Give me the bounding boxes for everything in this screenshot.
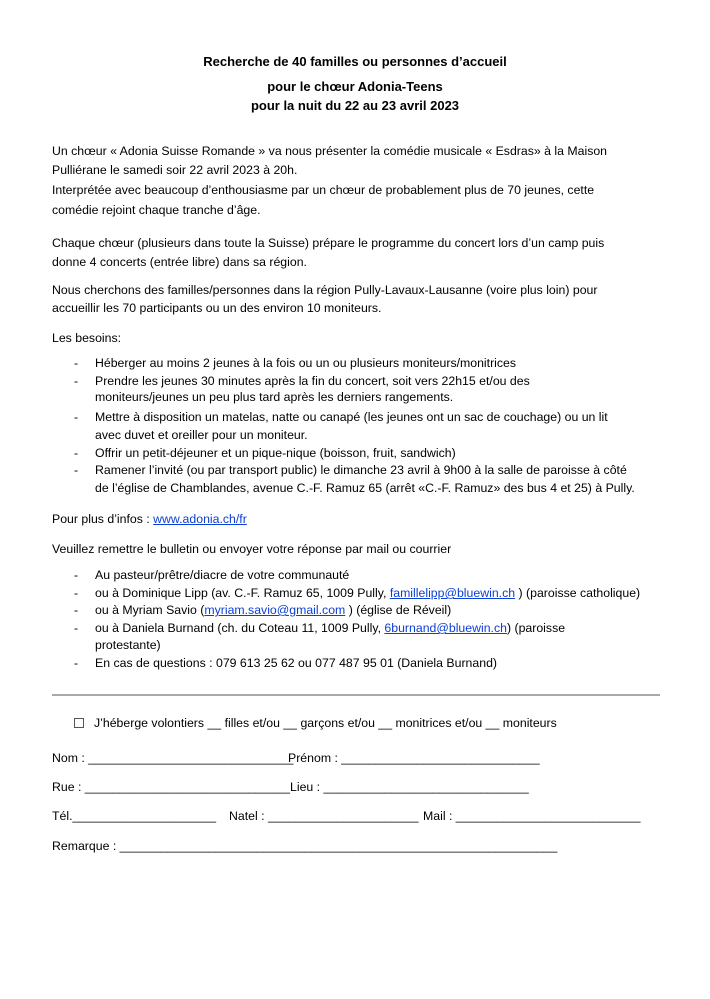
contact-item-4b: protestante) bbox=[95, 638, 161, 652]
remarque-field[interactable]: Remarque : ________________________________________________________________ bbox=[52, 839, 558, 853]
info-line bbox=[52, 509, 247, 529]
savio-email-link[interactable]: myriam.savio@gmail.com bbox=[204, 603, 346, 617]
title-line-3: pour la nuit du 22 au 23 avril 2023 bbox=[250, 98, 460, 113]
bullet-dash: - bbox=[74, 410, 79, 424]
intro-line-3: Interprétée avec beaucoup d’enthousiasme par un chœur de probablement plus de 70 jeunes, cette bbox=[52, 183, 595, 197]
divider bbox=[52, 694, 660, 696]
natel-field[interactable]: Natel : ______________________ bbox=[229, 809, 419, 823]
need-item-3b: avec duvet et oreiller pour un moniteur. bbox=[95, 428, 308, 442]
need-item-5b: de l’église de Chamblandes, avenue C.-F. Ramuz 65 (arrêt «C.-F. Ramuz» des bus 4 et 25) à Pully. bbox=[95, 481, 635, 495]
host-line bbox=[74, 716, 557, 730]
contact-2-suffix: ) (paroisse catholique) bbox=[515, 586, 641, 600]
rue-field[interactable]: Rue : ______________________________ bbox=[52, 780, 290, 794]
bullet-dash: - bbox=[74, 656, 79, 670]
contact-item-2 bbox=[95, 586, 640, 600]
contact-2-text: ou à Dominique Lipp (av. C.-F. Ramuz 65, 1009 Pully, bbox=[95, 586, 390, 600]
prenom-field[interactable]: Prénom : _____________________________ bbox=[288, 751, 540, 765]
host-text: J’héberge volontiers __ filles et/ou __ garçons et/ou __ monitrices et/ou __ moniteurs bbox=[94, 716, 557, 730]
bullet-dash: - bbox=[74, 356, 79, 370]
bullet-dash: - bbox=[74, 603, 79, 617]
bullet-dash: - bbox=[74, 621, 79, 635]
lipp-email-link[interactable]: famillelipp@bluewin.ch bbox=[389, 586, 516, 600]
para3-line-1: Nous cherchons des familles/personnes dans la région Pully-Lavaux-Lausanne (voire plus loin) pour bbox=[52, 283, 598, 297]
title-line-1: Recherche de 40 familles ou personnes d’accueil bbox=[203, 54, 507, 69]
need-item-1: Héberger au moins 2 jeunes à la fois ou un ou plusieurs moniteurs/monitrices bbox=[95, 356, 517, 370]
para2-line-2: donne 4 concerts (entrée libre) dans sa région. bbox=[52, 255, 307, 269]
contact-4-text: ou à Daniela Burnand (ch. du Coteau 11, 1009 Pully, bbox=[95, 621, 385, 635]
contact-3-suffix: ) (église de Réveil) bbox=[345, 603, 452, 617]
bullet-dash: - bbox=[74, 446, 79, 460]
bullet-dash: - bbox=[74, 374, 79, 388]
lieu-field[interactable]: Lieu : ______________________________ bbox=[290, 780, 529, 794]
contact-item-5: En cas de questions : 079 613 25 62 ou 077 487 95 01 (Daniela Burnand) bbox=[95, 656, 497, 670]
intro-line-1: Un chœur « Adonia Suisse Romande » va nous présenter la comédie musicale « Esdras» à la Maison bbox=[52, 144, 608, 158]
info-prefix: Pour plus d’infos : bbox=[52, 512, 154, 526]
need-item-5a: Ramener l’invité (ou par transport public) le dimanche 23 avril à 9h00 à la salle de paroisse à côté bbox=[95, 463, 627, 477]
contact-4-suffix: ) (paroisse bbox=[506, 621, 566, 635]
need-item-4: Offrir un petit-déjeuner et un pique-nique (boisson, fruit, sandwich) bbox=[95, 446, 456, 460]
title-line-2: pour le chœur Adonia-Teens bbox=[267, 79, 443, 94]
para3-line-2: accueillir les 70 participants ou un des environ 10 moniteurs. bbox=[52, 301, 382, 315]
bullet-dash: - bbox=[74, 586, 79, 600]
para2-line-1: Chaque chœur (plusieurs dans toute la Suisse) prépare le programme du concert lors d’un camp puis bbox=[52, 236, 605, 250]
intro-line-2: Pulliérane le samedi soir 22 avril 2023 à 20h. bbox=[52, 163, 298, 177]
adonia-link[interactable]: www.adonia.ch/fr bbox=[153, 512, 247, 526]
contact-item-4 bbox=[95, 621, 565, 635]
nom-field[interactable]: Nom : ______________________________ bbox=[52, 751, 294, 765]
needs-heading: Les besoins: bbox=[52, 331, 122, 345]
contact-3-text: ou à Myriam Savio ( bbox=[95, 603, 205, 617]
need-item-2a: Prendre les jeunes 30 minutes après la fin du concert, soit vers 22h15 et/ou des bbox=[95, 374, 530, 388]
bullet-dash: - bbox=[74, 463, 79, 477]
host-checkbox[interactable] bbox=[74, 718, 84, 728]
send-heading: Veuillez remettre le bulletin ou envoyer votre réponse par mail ou courrier bbox=[52, 542, 452, 556]
need-item-3a: Mettre à disposition un matelas, natte ou canapé (les jeunes ont un sac de couchage) ou un lit bbox=[95, 410, 608, 424]
intro-line-4: comédie rejoint chaque tranche d’âge. bbox=[52, 203, 261, 217]
need-item-2b: moniteurs/jeunes un peu plus tard après les derniers rangements. bbox=[95, 390, 454, 404]
tel-field[interactable]: Tél._____________________ bbox=[52, 809, 217, 823]
mail-field[interactable]: Mail : ___________________________ bbox=[423, 809, 641, 823]
burnand-email-link[interactable]: 6burnand@bluewin.ch bbox=[384, 621, 507, 635]
contact-item-1: Au pasteur/prêtre/diacre de votre communauté bbox=[95, 568, 350, 582]
contact-item-3 bbox=[95, 603, 451, 617]
bullet-dash: - bbox=[74, 568, 79, 582]
